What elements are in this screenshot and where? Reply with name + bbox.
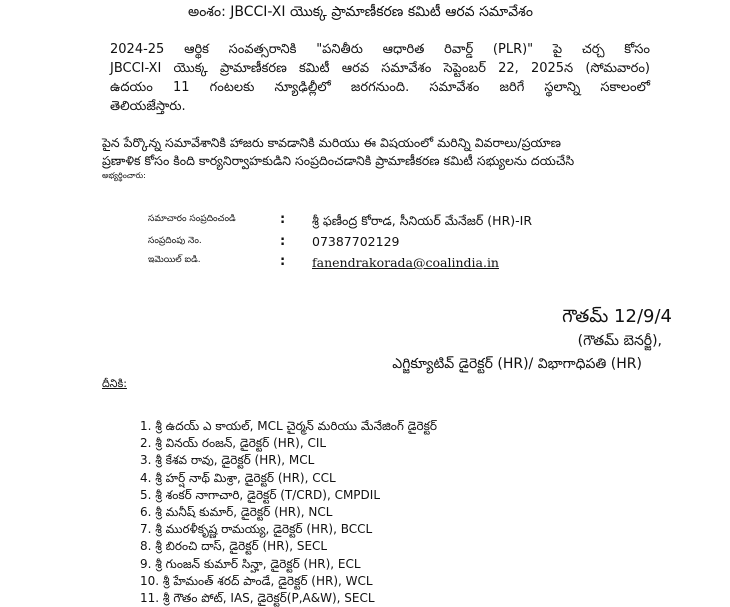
contact-phone: 07387702129 bbox=[312, 234, 400, 249]
paragraph-line: ఉదయం 11 గంటలకు న్యూఢిల్లీలో జరగనుంది. సమావేశం జరిగే స్థలాన్ని సకాలంలో bbox=[110, 80, 650, 95]
contact-label-email: ఇమెయిల్ ఐడి. bbox=[148, 255, 201, 265]
meeting-paragraph bbox=[110, 40, 650, 116]
copy-to-label: దీనికి: bbox=[102, 377, 127, 390]
paragraph-line: తెలియజేస్తారు. bbox=[110, 99, 186, 114]
list-item: 4. శ్రీ హర్ష్ నాథ్ మిశ్రా, డైరెక్టర్ (HR), CCL bbox=[140, 470, 336, 485]
paragraph-line: 2024-25 ఆర్థిక సంవత్సరానికి "పనితీరు ఆధారిత రివార్డ్ (PLR)" పై చర్చ కోసం bbox=[110, 42, 650, 57]
signatory-name: (గౌతమ్ బెనర్జీ), bbox=[577, 333, 662, 349]
list-item: 6. శ్రీ మనీష్ కుమార్, డైరెక్టర్ (HR), NCL bbox=[140, 505, 333, 520]
paragraph-line: ప్రణాళిక కోసం కింది కార్యనిర్వాహకుడిని సంప్రదించడానికి ప్రామాణీకరణ కమిటీ సభ్యులను దయచేసి bbox=[102, 153, 575, 168]
contact-colon: : bbox=[280, 234, 286, 249]
contact-label-name: సమాచారం సంప్రదించండి bbox=[148, 214, 236, 224]
contact-email-link[interactable]: fanendrakorada@coalindia.in bbox=[312, 255, 499, 270]
list-item: 10. శ్రీ హేమంత్ శరద్ పాండే, డైరెక్టర్ (HR), WCL bbox=[140, 573, 373, 588]
list-item: 3. శ్రీ కేశవ రావు, డైరెక్టర్ (HR), MCL bbox=[140, 453, 315, 468]
list-item: 9. శ్రీ గుంజన్ కుమార్ సిన్హా, డైరెక్టర్ (HR), ECL bbox=[140, 556, 361, 571]
signatory-title: ఎగ్జిక్యూటివ్ డైరెక్టర్ (HR)/ విభాగాధిపతి (HR) bbox=[392, 356, 642, 372]
handwritten-signature: గౌతమ్ 12/9/4 bbox=[562, 306, 672, 327]
paragraph-line: పైన పేర్కొన్న సమావేశానికి హాజరు కావడానికి మరియు ఈ విషయంలో మరిన్ని వివరాలు/ప్రయాణ bbox=[102, 135, 561, 150]
paragraph-line: అభ్యర్థించారు: bbox=[102, 171, 146, 180]
list-item: 7. శ్రీ మురళీకృష్ణ రామయ్య, డైరెక్టర్ (HR), BCCL bbox=[140, 522, 373, 537]
contact-colon: : bbox=[280, 254, 286, 269]
list-item: 1. శ్రీ ఉదయ్ ఎ కాయల్, MCL చైర్మన్ మరియు మేనేజింగ్ డైరెక్టర్ bbox=[140, 419, 438, 433]
paragraph-line: JBCCI-XI యొక్క ప్రామాణీకరణ కమిటీ ఆరవ సమావేశం సెప్టెంబర్ 22, 2025న (సోమవారం) bbox=[110, 61, 650, 76]
subject-line: అంశం: JBCCI-XI యొక్క ప్రామాణీకరణ కమిటీ ఆరవ సమావేశం bbox=[188, 4, 533, 20]
list-item: 5. శ్రీ శంకర్ నాగాచారి, డైరెక్టర్ (T/CRD), CMPDIL bbox=[140, 487, 381, 502]
list-item: 11. శ్రీ గౌతం పోట్, IAS, డైరెక్టర్(P,A&W), SECL bbox=[140, 591, 375, 606]
contact-label-phone: సంప్రదింపు నెం. bbox=[148, 236, 202, 246]
list-item: 8. శ్రీ బిరంచి దాస్, డైరెక్టర్ (HR), SECL bbox=[140, 539, 328, 554]
list-item: 2. శ్రీ వినయ్ రంజన్, డైరెక్టర్ (HR), CIL bbox=[140, 436, 327, 451]
recipient-list bbox=[140, 418, 437, 607]
request-paragraph bbox=[102, 134, 574, 182]
contact-colon: : bbox=[280, 212, 286, 227]
contact-person: శ్రీ ఫణీంద్ర కోరాడ, సీనియర్ మేనేజర్ (HR)-IR bbox=[312, 213, 533, 228]
